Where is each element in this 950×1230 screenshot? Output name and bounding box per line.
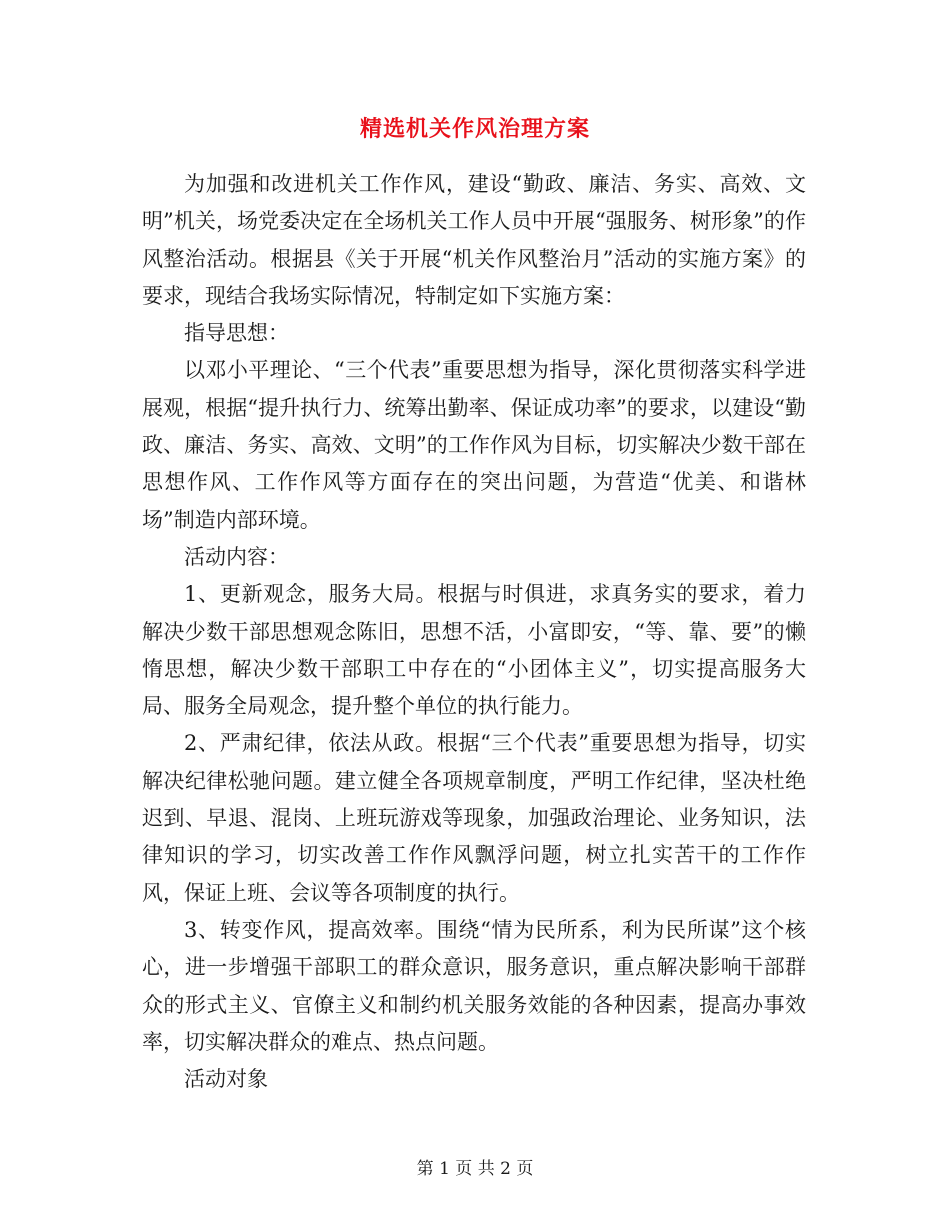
paragraph-item-1: 1、更新观念，服务大局。根据与时俱进，求真务实的要求，着力解决少数干部思想观念陈旧，思想不活，小富即安，“等、靠、要”的懒惰思想，解决少数干部职工中存在的“小团体主义”，切实提高服务大局、服务全局观念，提升整个单位的执行能力。 [142, 582, 806, 719]
heading-activity-content: 活动内容： [184, 544, 289, 569]
paragraph-item-2: 2、严肃纪律，依法从政。根据“三个代表”重要思想为指导，切实解决纪律松驰问题。建立健全各项规章制度，严明工作纪律，坚决杜绝迟到、早退、混岗、上班玩游戏等现象，加强政治理论、业务知识，法律知识的学习，切实改善工作作风飘浮问题，树立扎实苦干的工作作风，保证上班、会议等各项制度的执行。 [142, 731, 806, 905]
heading-guiding-thought: 指导思想： [184, 321, 289, 346]
paragraph-guiding-thought: 以邓小平理论、“三个代表”重要思想为指导，深化贯彻落实科学进展观，根据“提升执行力、统筹出勤率、保证成功率”的要求，以建设“勤政、廉洁、务实、高效、文明”的工作作风为目标，切实解决少数干部在思想作风、工作作风等方面存在的突出问题，为营造“优美、和谐林场”制造内部环境。 [142, 358, 806, 532]
heading-activity-target: 活动对象 [184, 1067, 268, 1092]
document-title: 精选机关作风治理方案 [359, 116, 590, 142]
paragraph-item-3: 3、转变作风，提高效率。围绕“情为民所系，利为民所谋”这个核心，进一步增强干部职工的群众意识，服务意识，重点解决影响干部群众的形式主义、官僚主义和制约机关服务效能的各种因素，提高办事效率，切实解决群众的难点、热点问题。 [142, 917, 806, 1054]
document-body [142, 166, 806, 1098]
paragraph-intro: 为加强和改进机关工作作风，建设“勤政、廉洁、务实、高效、文明”机关，场党委决定在全场机关工作人员中开展“强服务、树形象”的作风整治活动。根据县《关于开展“机关作风整治月”活动的实施方案》的要求，现结合我场实际情况，特制定如下实施方案： [142, 172, 806, 308]
page-footer: 第 1 页 共 2 页 [416, 1159, 534, 1179]
